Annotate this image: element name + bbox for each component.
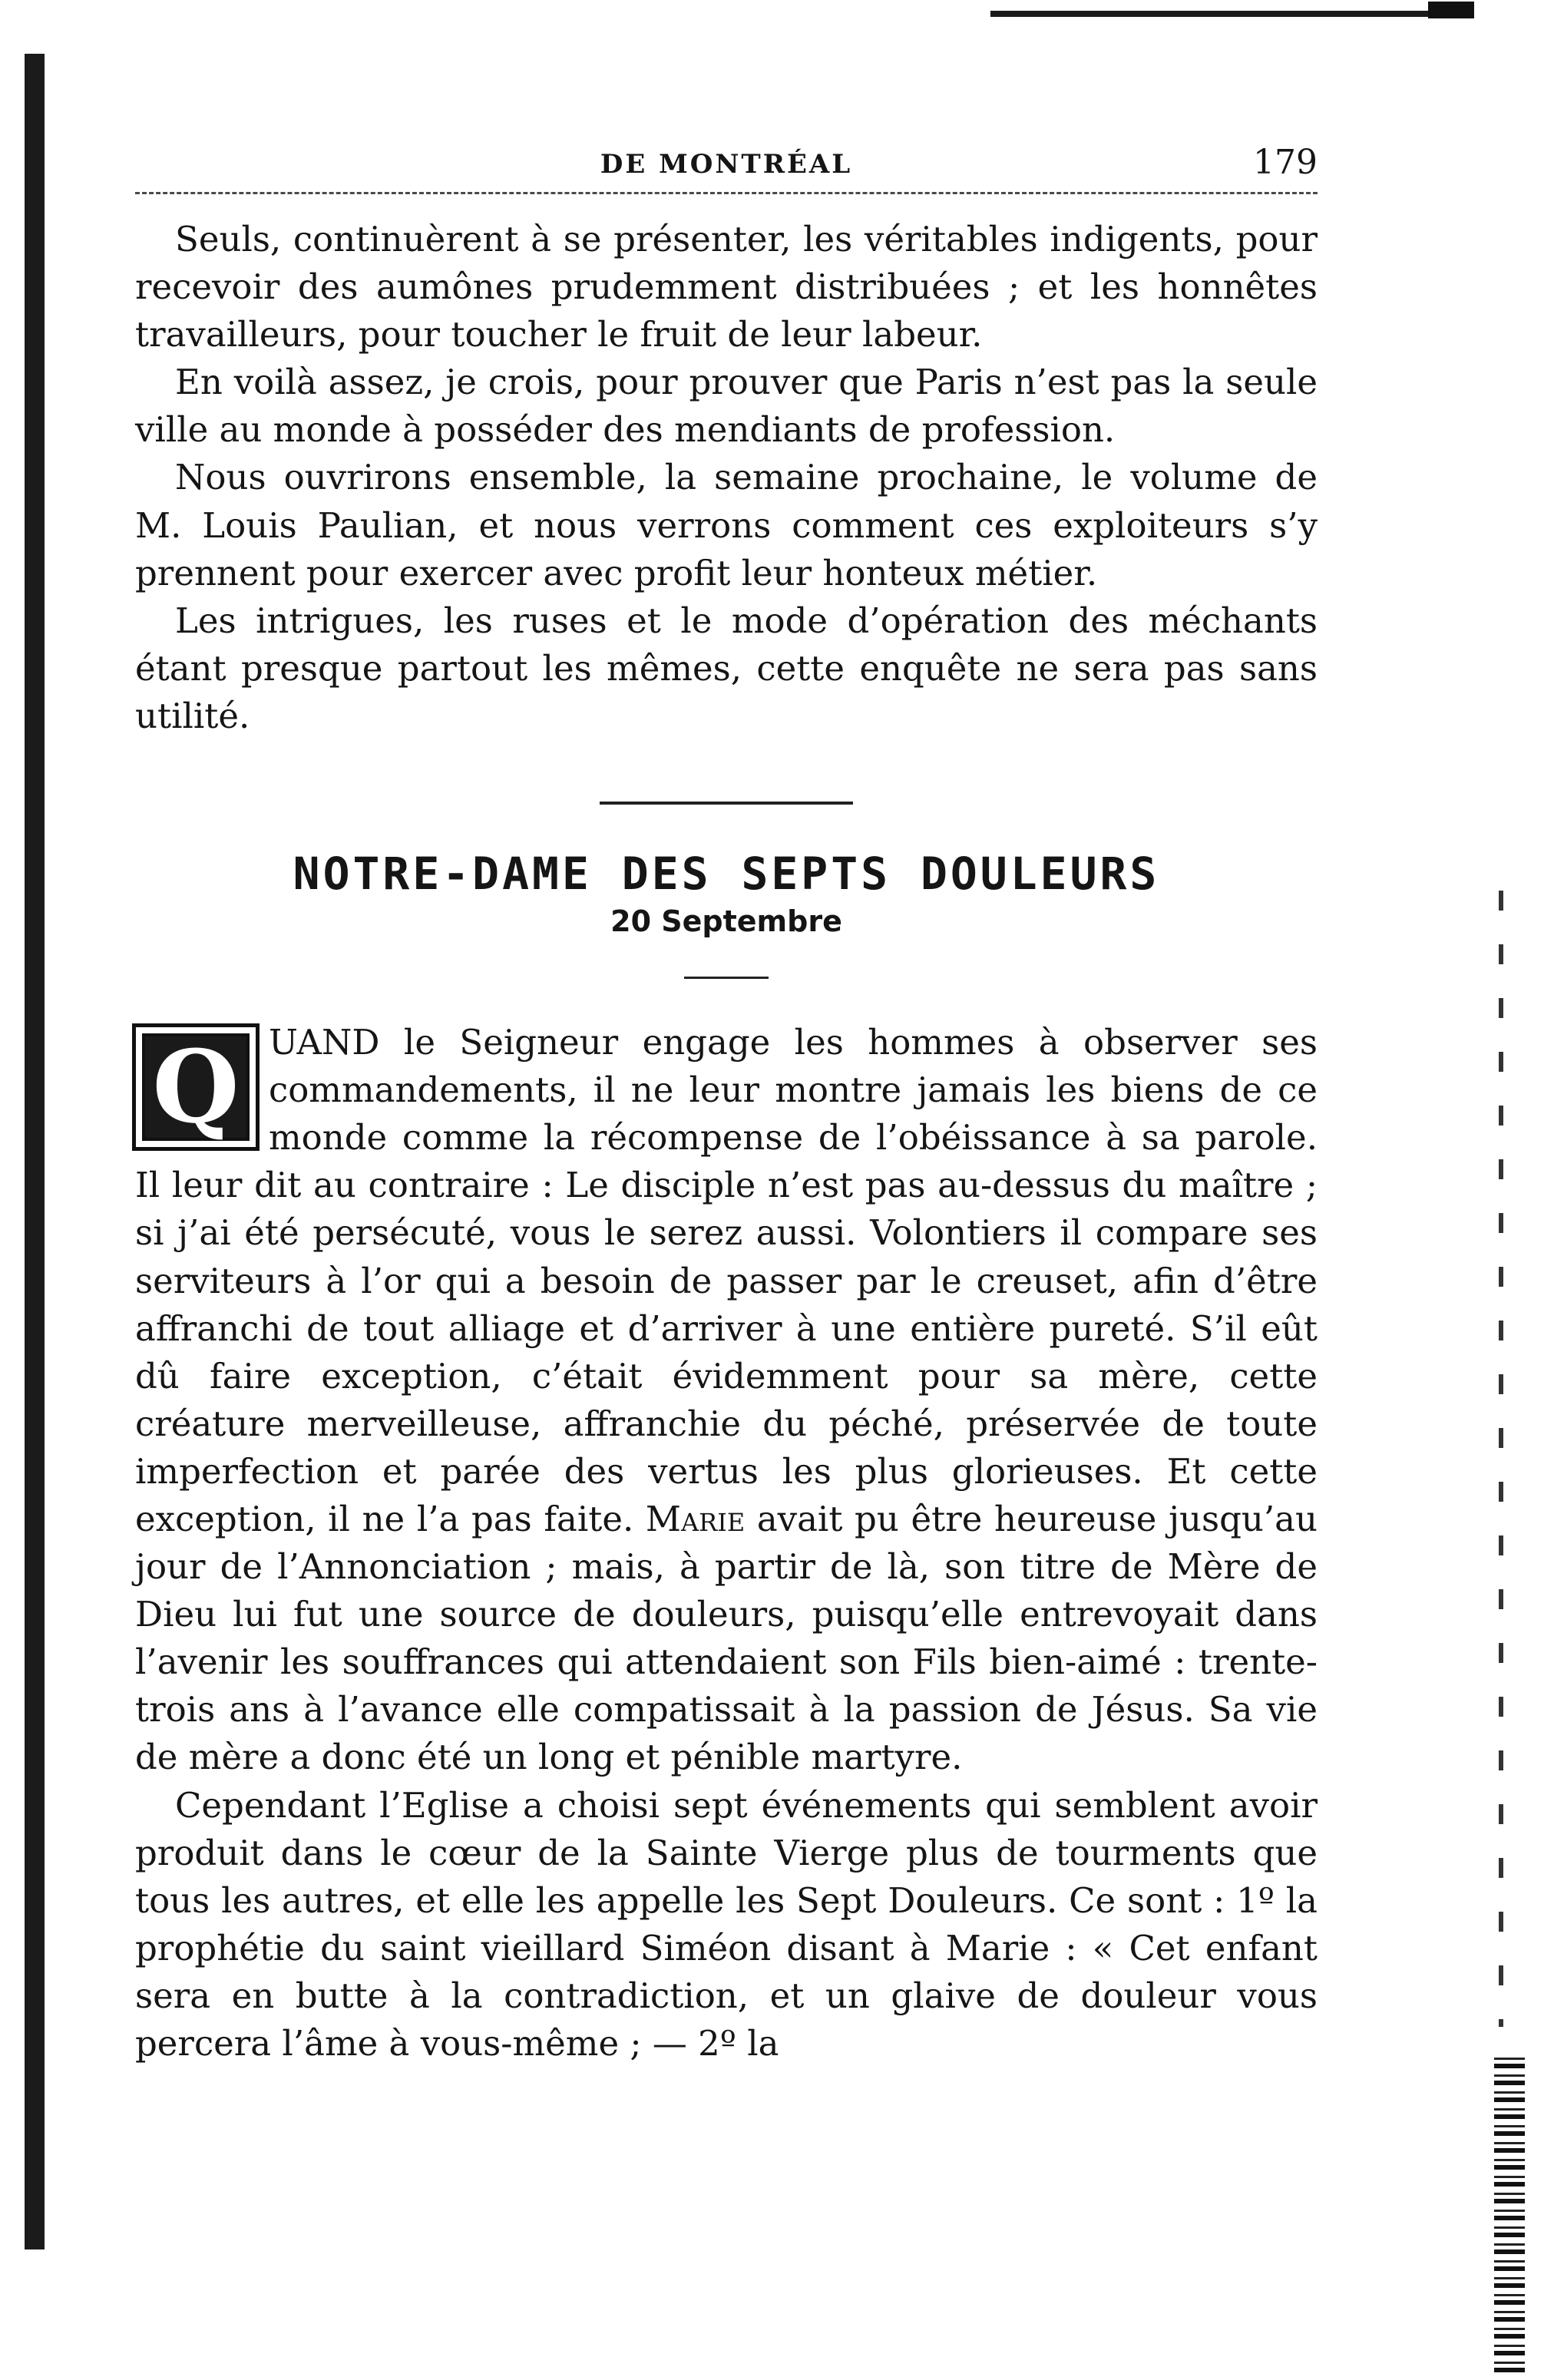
lead-word: UAND [269, 1022, 380, 1063]
dropcap-initial: Q [132, 1023, 260, 1151]
paragraph: Nous ouvrirons ensemble, la semaine prochaine, le volume de M. Louis Paulian, et nous verrons comment ces exploiteurs s’y prennent pour exercer avec profit leur honteux métier. [135, 457, 1318, 593]
paragraph: En voilà assez, je crois, pour prouver que Paris n’est pas la seule ville au monde à posséder des mendiants de profession. [135, 362, 1318, 451]
scan-ink-mark [1428, 2, 1474, 18]
scan-border-top [990, 11, 1466, 17]
name-marie: Marie [645, 1498, 746, 1539]
paragraph: Cependant l’Eglise a choisi sept événements qui semblent avoir produit dans le cœur de la Sainte Vierge plus de tourments que tous les autres, et elle les appelle les Sept Douleurs. Ce sont : 1º la prophétie du saint vieillard Siméon disant à Marie : « Cet enfant sera en butte à la contradiction, et un glaive de douleur vous percera l’âme à vous-même ; — 2º la [135, 1784, 1318, 2064]
scan-border-left [25, 54, 45, 2249]
paragraph: Les intrigues, les ruses et le mode d’opération des méchants étant presque partout les mêmes, cette enquête ne sera pas sans utilité. [135, 600, 1318, 736]
paragraph: Seuls, continuèrent à se présenter, les véritables indigents, pour recevoir des aumônes prudemment distribuées ; et les honnêtes travailleurs, pour toucher le fruit de leur labeur. [135, 219, 1318, 355]
paragraph [135, 1019, 1318, 1782]
section-date: 20 Septembre [610, 904, 842, 939]
book-page [135, 138, 1318, 2068]
paragraph-text: avait pu être heureuse jusqu’au jour de l’Annonciation ; mais, à partir de là, son titre de Mère de Dieu lui fut une source de douleurs, puisqu’elle entrevoyait dans l’avenir les souffrances qui attendaient son Fils bien-aimé : trente-trois ans à l’avance elle compatissait à la passion de Jésus. Sa vie de mère a donc été un long et pénible martyre. [135, 1498, 1318, 1778]
scan-margin-marks [1499, 891, 1503, 2027]
running-title: DE MONTRÉAL [600, 149, 853, 180]
subtitle-divider [684, 977, 769, 979]
section-divider [600, 802, 853, 805]
page-number: 179 [1253, 143, 1318, 182]
intro-text [135, 216, 1318, 740]
paragraph-text: le Seigneur engage les hommes à observer ses commandements, il ne leur montre jamais les biens de ce monde comme la récompense de l’obéissance à sa parole. Il leur dit au contraire : Le disciple n’est pas au-dessus du maître ; si j’ai été persécuté, vous le serez aussi. Volontiers il compare ses serviteurs à l’or qui a besoin de passer par le creuset, afin d’être affranchi de tout alliage et d’arriver à une entière pureté. S’il eût dû faire exception, c’était évidemment pour sa mère, cette créature merveilleuse, affranchie du péché, préservée de toute imperfection et parée des vertus les plus glorieuses. Et cette exception, il ne l’a pas faite. [135, 1022, 1318, 1539]
section-title: NOTRE-DAME DES SEPTS DOULEURS [293, 848, 1160, 901]
section-body [135, 1019, 1318, 2068]
scan-page-edge [1494, 2058, 1525, 2372]
running-head [135, 138, 1318, 194]
